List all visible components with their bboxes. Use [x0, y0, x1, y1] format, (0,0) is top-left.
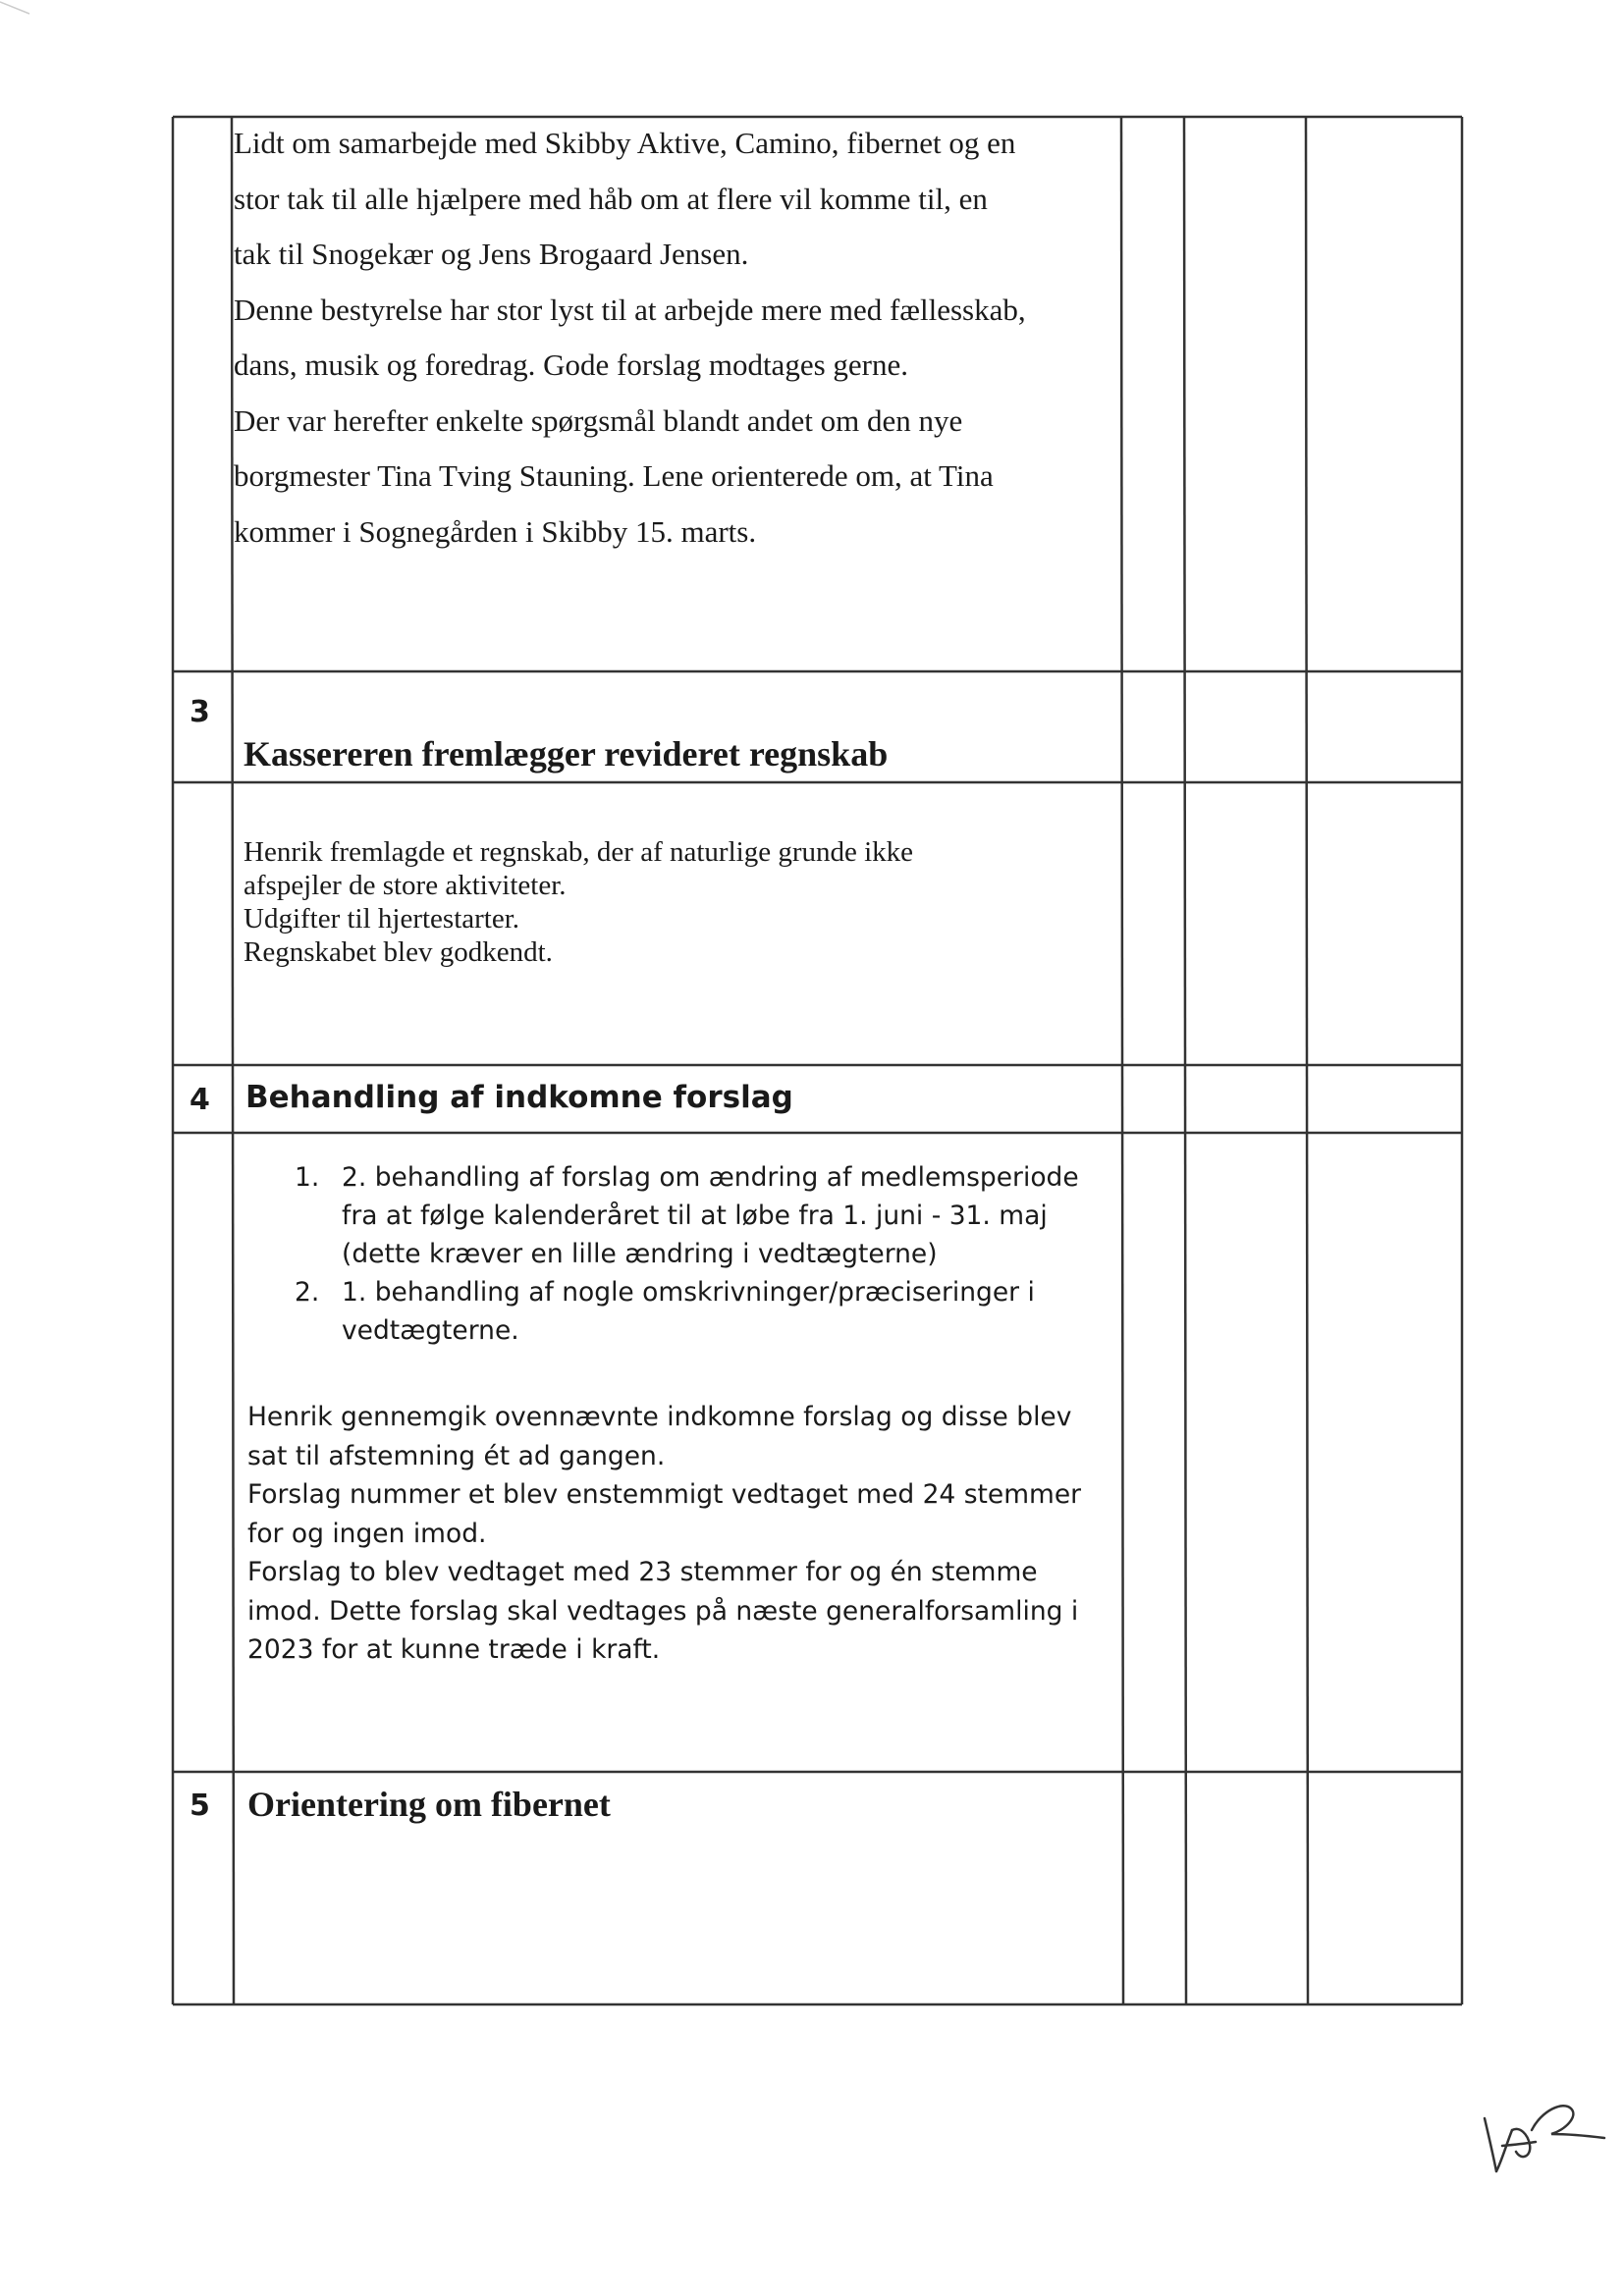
list-item-text [342, 1158, 1079, 1273]
section-body [247, 1398, 1081, 1670]
section-number: 3 [189, 695, 210, 729]
text-line: Lidt om samarbejde med Skibby Aktive, Camino, fibernet og en [234, 126, 1016, 160]
text-line: Forslag nummer et blev enstemmigt vedtaget med 24 stemmer [247, 1479, 1082, 1510]
list-marker: 1. [295, 1162, 320, 1193]
section-heading: Orientering om fibernet [247, 1785, 611, 1824]
text-line: afspejler de store aktiviteter. [244, 870, 567, 901]
text-line: sat til afstemning ét ad gangen. [247, 1440, 666, 1471]
text-line: stor tak til alle hjælpere med håb om at flere vil komme til, en [234, 181, 988, 216]
text-line: Henrik gennemgik ovennævnte indkomne forslag og disse blev [247, 1402, 1072, 1432]
text-line: dans, musik og foredrag. Gode forslag modtages gerne. [234, 347, 908, 382]
text-line: imod. Dette forslag skal vedtages på næste generalforsamling i [247, 1595, 1079, 1627]
text-line: 2. behandling af forslag om ændring af medlemsperiode [342, 1162, 1079, 1193]
text-line: (dette kræver en lille ændring i vedtægterne) [342, 1239, 938, 1269]
text-line: vedtægterne. [342, 1315, 519, 1346]
text-line: Der var herefter enkelte spørgsmål blandt andet om den nye [234, 402, 963, 438]
list-item-text [342, 1273, 1035, 1350]
list-item [295, 1158, 1079, 1273]
continuation-text [234, 116, 1026, 560]
signature-initials-icon [1473, 2091, 1610, 2179]
text-line: for og ingen imod. [247, 1518, 487, 1549]
numbered-list [295, 1158, 1079, 1350]
section-heading: Behandling af indkomne forslag [245, 1080, 793, 1115]
section-number: 4 [189, 1083, 210, 1117]
text-line: Denne bestyrelse har stor lyst til at arbejde mere med fællesskab, [234, 292, 1026, 327]
text-line: kommer i Sognegården i Skibby 15. marts. [234, 513, 757, 549]
text-line: Udgifter til hjertestarter. [244, 903, 520, 934]
text-line: borgmester Tina Tving Stauning. Lene orienterede om, at Tina [234, 458, 994, 493]
text-line: 2023 for at kunne træde i kraft. [247, 1634, 661, 1665]
section-heading: Kassereren fremlægger revideret regnskab [244, 734, 889, 774]
text-line: Regnskabet blev godkendt. [244, 936, 553, 968]
text-line: tak til Snogekær og Jens Brogaard Jensen. [234, 237, 749, 271]
text-line: 1. behandling af nogle omskrivninger/præciseringer i [342, 1277, 1035, 1308]
text-line: fra at følge kalenderåret til at løbe fra 1. juni - 31. maj [342, 1201, 1048, 1231]
list-item [295, 1273, 1079, 1350]
section-body [244, 835, 913, 969]
text-line: Forslag to blev vedtaget med 23 stemmer for og én stemme [247, 1557, 1038, 1587]
scan-mark [0, 0, 39, 20]
section-number: 5 [189, 1789, 210, 1823]
list-marker: 2. [295, 1277, 320, 1308]
text-line: Henrik fremlagde et regnskab, der af naturlige grunde ikke [244, 836, 914, 868]
